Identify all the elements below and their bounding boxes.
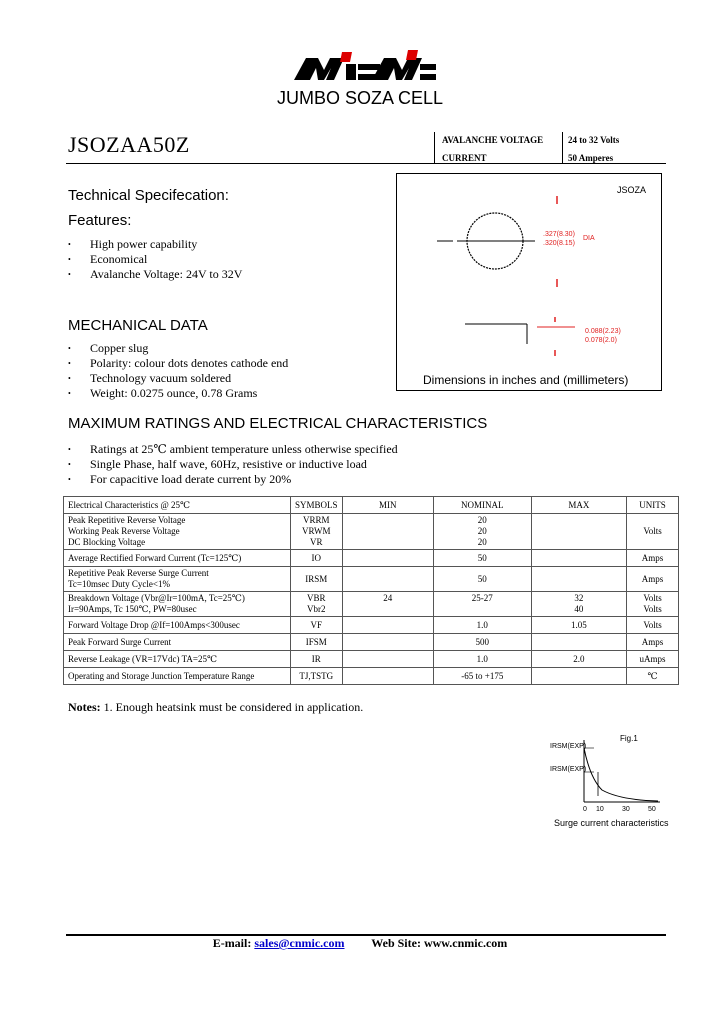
column-header: MAX (531, 497, 626, 514)
table-row: Reverse Leakage (VR=17Vdc) TA=25℃ IR 1.0 2.0 uAmps (64, 651, 679, 668)
features-title: Features: (68, 212, 132, 229)
spec-value-voltage: 24 to 32 Volts (568, 135, 620, 145)
diagram-label: JSOZA (617, 185, 647, 195)
mech-list (68, 341, 288, 401)
brand-title: JUMBO SOZA CELL (276, 88, 444, 108)
mech-title: MECHANICAL DATA (68, 317, 208, 334)
website-label: Web Site: (371, 936, 421, 950)
table-row: Forward Voltage Drop @If=100Amps<300usec VF 1.0 1.05 Volts (64, 617, 679, 634)
table-header-row (64, 497, 679, 514)
list-item: • Avalanche Voltage: 24V to 32V (68, 267, 242, 282)
diameter-suffix: DIA (583, 235, 595, 242)
figure-caption: Surge current characteristics (554, 818, 669, 828)
column-header: NOMINAL (433, 497, 531, 514)
figure-x-tick: 0 (583, 806, 587, 813)
column-header: MIN (342, 497, 433, 514)
footer (0, 936, 720, 951)
list-item: • Technology vacuum soldered (68, 371, 288, 386)
divider (562, 132, 563, 164)
features-list (68, 237, 242, 282)
spec-value-current: 50 Amperes (568, 153, 614, 163)
figure-x-tick: 30 (622, 806, 630, 813)
table-row: Breakdown Voltage (Vbr@Ir=100mA, Tc=25℃) Ir=90Amps, Tc 150℃, PW=80usec VBR Vbr2 24 25-27 32 40 Volts Volts (64, 592, 679, 617)
figure-y-label: IRSM(EXP) (550, 743, 587, 750)
notes-label: Notes: (68, 700, 101, 714)
notes (68, 700, 363, 715)
email-link[interactable]: sales@cnmic.com (254, 936, 345, 950)
divider (434, 132, 435, 164)
list-item: • Economical (68, 252, 242, 267)
figure-x-tick: 10 (596, 806, 604, 813)
diagram-drawing (397, 174, 661, 390)
column-header: SYMBOLS (290, 497, 342, 514)
company-logo (290, 48, 440, 82)
diameter-dimension: .327(8.30) .320(8.15) (543, 231, 575, 247)
figure-title: Fig.1 (620, 734, 638, 743)
email-label: E-mail: (212, 936, 252, 950)
thickness-dimension: 0.088(2.23) 0.078(2.0) (585, 328, 621, 344)
tech-title: Technical Specifecation: (68, 187, 229, 204)
ratings-title: MAXIMUM RATINGS AND ELECTRICAL CHARACTERISTICS (68, 415, 488, 432)
table-row: Operating and Storage Junction Temperature Range TJ,TSTG -65 to +175 ℃ (64, 668, 679, 685)
list-item: • Single Phase, half wave, 60Hz, resistive or inductive load (68, 457, 398, 472)
website-link[interactable]: www.cnmic.com (423, 936, 508, 950)
part-number: JSOZAA50Z (68, 132, 190, 157)
figure-y-label: IRSM(EXP) (550, 766, 587, 773)
spec-label-voltage: AVALANCHE VOLTAGE (442, 135, 544, 145)
ratings-list (68, 442, 398, 487)
list-item: • High power capability (68, 237, 242, 252)
table-row: Average Rectified Forward Current (Tc=125℃) IO 50 Amps (64, 550, 679, 567)
diagram-caption: Dimensions in inches and (millimeters) (423, 373, 629, 387)
spec-label-current: CURRENT (442, 153, 487, 163)
column-header: Electrical Characteristics @ 25℃ (64, 497, 291, 514)
header-rule (66, 163, 666, 164)
column-header: UNITS (627, 497, 679, 514)
figure-x-tick: 50 (648, 806, 656, 813)
table-row: Repetitive Peak Reverse Surge Current Tc=10msec Duty Cycle<1% IRSM 50 Amps (64, 567, 679, 592)
electrical-characteristics-table (63, 496, 679, 685)
list-item: • Ratings at 25℃ ambient temperature unless otherwise specified (68, 442, 398, 457)
surge-curve-figure (580, 738, 662, 806)
table-row: Peak Repetitive Reverse Voltage Working Peak Reverse Voltage DC Blocking Voltage VRRM VRWM VR 20 20 20 Volts (64, 514, 679, 550)
list-item: • Polarity: colour dots denotes cathode end (68, 356, 288, 371)
table-row: Peak Forward Surge Current IFSM 500 Amps (64, 634, 679, 651)
dimension-diagram (396, 173, 662, 391)
notes-text: 1. Enough heatsink must be considered in application. (103, 700, 364, 714)
list-item: • Weight: 0.0275 ounce, 0.78 Grams (68, 386, 288, 401)
list-item: • For capacitive load derate current by 20% (68, 472, 398, 487)
list-item: • Copper slug (68, 341, 288, 356)
